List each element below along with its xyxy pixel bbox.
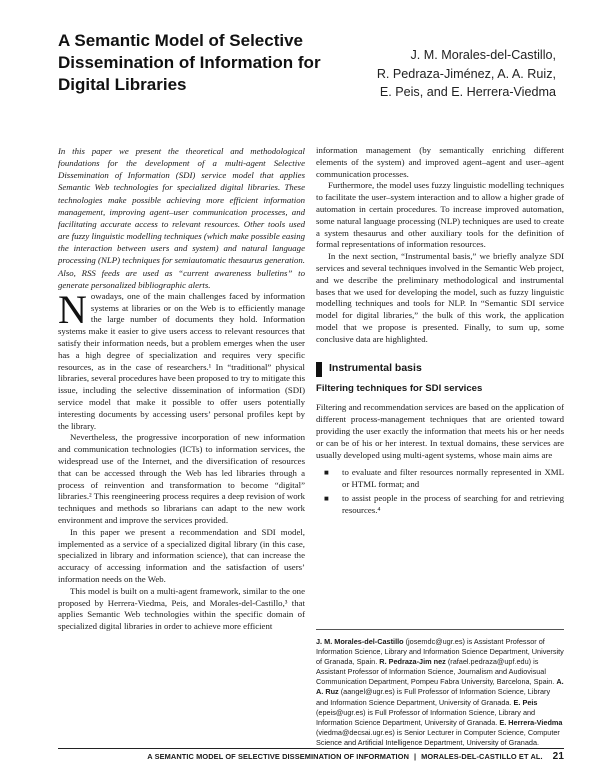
bullet-list — [316, 467, 564, 516]
abstract: In this paper we present the theoretical and methodological foundations for the development of a multi-agent Selective Dissemination of Information (SDI) service model that applies Semantic Web technologies for specialized digital libraries. These technologies make possible achieving more efficient information management, improving agent–user communication processes, and facilitating accurate access to relevant resources. Other tools used are fuzzy linguistic modelling techniques (which make possible easing the interaction between users and system) and natural language processing (NLP) techniques for semiautomatic thesaurus generation. Also, RSS feeds are used as “current awareness bulletins” to generate personalized bibliographic alerts. — [58, 146, 305, 290]
body-paragraph: In this paper we present a recommendation and SDI model, implemented as a service of a specialized digital library (in this case, specialized in library and information science), that can increase the accuracy of accessing information and the satisfaction of users’ information needs on the Web. — [58, 526, 305, 584]
body-paragraph: information management (by semantically enriching different elements of the system) and improved agent–agent and user–agent communication processes. — [316, 145, 564, 179]
bio-name: E. Peis — [513, 697, 538, 707]
body-paragraph: In the next section, “Instrumental basis,” we briefly analyze SDI services and several techniques involved in the Semantic Web project, and we describe the preliminary methodological and instrumental bases that we used for developing the model, such as fuzzy linguistic modelling techniques and tools for NLP. In “Semantic SDI service model for digital libraries,” the bulk of this work, the application model that we propose is presented. Finally, to sum up, some conclusive data are highlighted. — [316, 251, 564, 344]
bio-text: (rafael.pedraza@upf.edu) is Assistant Professor of Information Science, Journalism and Audiovisual Communication Department, Pompeu Fabra University, Barcelona, Spain. — [316, 657, 557, 687]
bio-text: (viedma@decsai.ugr.es) is Senior Lecturer in Computer Science, Computer Science and Artificial Intelligence Department, University of Granada. — [316, 727, 560, 747]
bio-name: E. Herrera-Viedma — [499, 717, 563, 727]
drop-cap: N — [58, 286, 87, 332]
left-column — [58, 145, 305, 633]
subsection-title: Filtering techniques for SDI services — [316, 382, 483, 394]
bio-text: (josemdc@ugr.es) is Assistant Professor of Information Science, Library and Information Science Department, University of Granada, Spain. — [316, 637, 564, 667]
list-item — [316, 467, 564, 491]
running-authors: MORALES-DEL-CASTILLO ET AL. — [421, 752, 543, 761]
section-marker — [316, 362, 322, 377]
paper-title: A Semantic Model of Selective Dissemination of Information for Digital Libraries — [58, 31, 321, 94]
body-paragraph: Furthermore, the model uses fuzzy linguistic modelling techniques to facilitate the user–system interaction and to allow a higher grade of automation in certain procedures. To increase improved automation, some natural language processing (NLP) techniques are used to create a system thesaurus and other auxiliary tools for the definition of formal representations of information resources. — [316, 180, 564, 250]
author-list — [306, 46, 556, 102]
author-line: E. Peis, and E. Herrera-Viedma — [379, 85, 556, 99]
page-footer — [58, 751, 564, 762]
bullet-icon: ■ — [324, 468, 329, 478]
bullet-icon: ■ — [324, 493, 329, 503]
author-line: R. Pedraza-Jiménez, A. A. Ruiz, — [376, 66, 556, 81]
list-item — [316, 493, 564, 517]
right-column — [316, 145, 564, 519]
bio-name: J. M. Morales-del-Castillo — [316, 637, 404, 646]
body-paragraph: This model is built on a multi-agent framework, similar to the one proposed by Herrera-Viedma, Peis, and Morales-del-Castillo,³ that applies Semantic Web technologies within the specific domain of specialized digital libraries in order to achieve more efficient — [58, 585, 305, 632]
author-bios — [316, 629, 564, 748]
body-paragraph — [58, 286, 305, 433]
body-paragraph: Filtering and recommendation services are based on the application of different process-management techniques that are oriented toward providing the user exactly the information that meets his or her needs or can be of his or her interest. In textual domains, these services are usually developed using multi-agent systems, whose main aims are — [316, 402, 564, 460]
section-heading — [316, 362, 564, 377]
bio-name: A. A. Ruz — [316, 677, 564, 697]
running-title: A SEMANTIC MODEL OF SELECTIVE DISSEMINATION OF INFORMATION — [147, 752, 409, 761]
list-item-text: to assist people in the process of searching for and retrieving resources.⁴ — [342, 492, 564, 515]
footer-separator: | — [414, 752, 417, 761]
body-paragraph: Nevertheless, the progressive incorporation of new information and communication technologies (ICTs) to information services, the widespread use of the Internet, and the diversification of resources that can be accessed through the Web has led libraries through a process of reinvention and transformation to become “digital” libraries.² This reengineering process requires a deep revision of work techniques and methods so librarians can adapt to the new work environment and improve the services provided. — [58, 432, 305, 526]
bio-text: (epeis@ugr.es) is Full Professor of Information Science, Library and Information Science Department, University of Granada. — [316, 707, 536, 727]
bio-name: R. Pedraza-Jim nez — [379, 657, 446, 667]
page-number: 21 — [552, 751, 564, 762]
author-line: J. M. Morales-del-Castillo, — [410, 48, 556, 62]
section-title: Instrumental basis — [329, 362, 422, 375]
bio-text: (aangel@ugr.es) is Full Professor of Information Science, Library and Information Science Department, University of Granada. — [316, 687, 551, 707]
list-item-text: to evaluate and filter resources normally represented in XML or HTML format; and — [342, 467, 564, 490]
footer-rule — [58, 748, 564, 749]
paragraph-text: owadays, one of the main challenges faced by information systems at libraries or on the Web is to efficiently manage the large number of documents they hold. Information systems make it easier to give users access to relevant resources that satisfy their information needs, but a problem emerges when the user has a high degree of specialization and requires very specific resources, as in the case of researchers.¹ In “traditional” physical libraries, several procedures have been proposed to try to mitigate this issue, including the selective dissemination of information (SDI) service model that make it possible to offer users potentially interesting documents by accessing users’ personal profiles kept by the library. — [58, 290, 305, 431]
